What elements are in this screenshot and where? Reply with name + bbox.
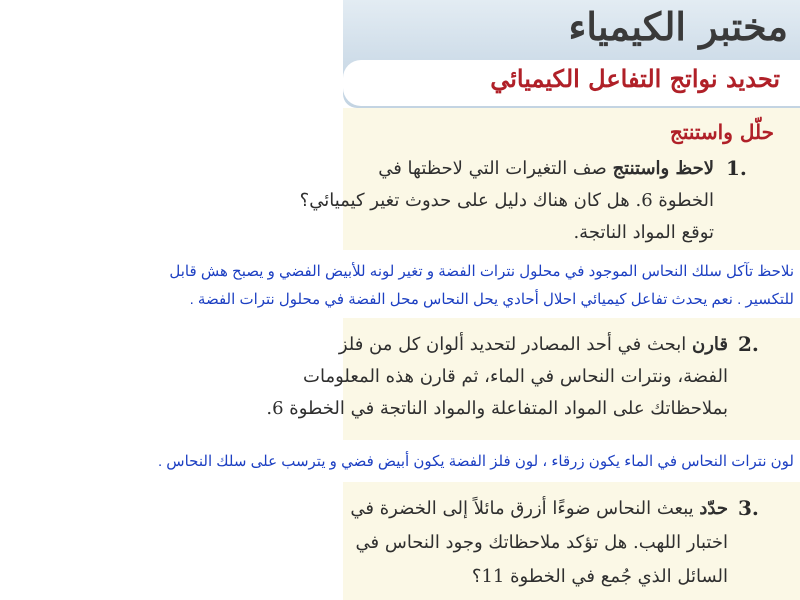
answer-line: نلاحظ تآكل سلك النحاس الموجود في محلول نترات الفضة و تغير لونه للأبيض الفضي و يصبح هش قابل bbox=[169, 263, 794, 280]
question-line: اختبار اللهب. هل تؤكد ملاحظاتك وجود النحاس في bbox=[355, 532, 728, 553]
question-number: 3. bbox=[738, 496, 759, 520]
page-title: مختبر الكيمياء bbox=[568, 4, 788, 49]
header-banner bbox=[343, 0, 800, 108]
question-line bbox=[378, 158, 714, 179]
question-text: ابحث في أحد المصادر لتحديد ألوان كل من فلز bbox=[338, 334, 692, 355]
question-keyword: لاحظ واستنتج bbox=[612, 158, 714, 179]
question-text: صف التغيرات التي لاحظتها في bbox=[378, 158, 613, 179]
question-keyword: قارن bbox=[692, 334, 728, 355]
question-line bbox=[339, 334, 728, 355]
question-number: 1. bbox=[726, 156, 747, 180]
answer-line: للتكسير . نعم يحدث تفاعل كيميائي احلال أحادي يحل النحاس محل الفضة في محلول نترات الفضة . bbox=[189, 291, 794, 308]
page-subtitle: تحديد نواتج التفاعل الكيميائي bbox=[490, 64, 780, 93]
question-line bbox=[350, 498, 728, 519]
question-line: الفضة، ونترات النحاس في الماء، ثم قارن هذه المعلومات bbox=[303, 366, 728, 387]
question-number: 2. bbox=[738, 332, 759, 356]
question-line: السائل الذي جُمع في الخطوة 11؟ bbox=[471, 566, 728, 587]
question-line: بملاحظاتك على المواد المتفاعلة والمواد الناتجة في الخطوة 6. bbox=[266, 398, 728, 419]
question-line: توقع المواد الناتجة. bbox=[573, 222, 714, 243]
section-heading: حلّل واستنتج bbox=[669, 120, 774, 144]
answer-line: لون نترات النحاس في الماء يكون زرقاء ، لون فلز الفضة يكون أبيض فضي و يترسب على سلك النحاس . bbox=[157, 453, 794, 470]
question-text: يبعث النحاس ضوءًا أزرق مائلاً إلى الخضرة في bbox=[350, 498, 700, 519]
question-keyword: حدّد bbox=[699, 498, 728, 519]
question-line: الخطوة 6. هل كان هناك دليل على حدوث تغير كيميائي؟ bbox=[299, 190, 714, 211]
